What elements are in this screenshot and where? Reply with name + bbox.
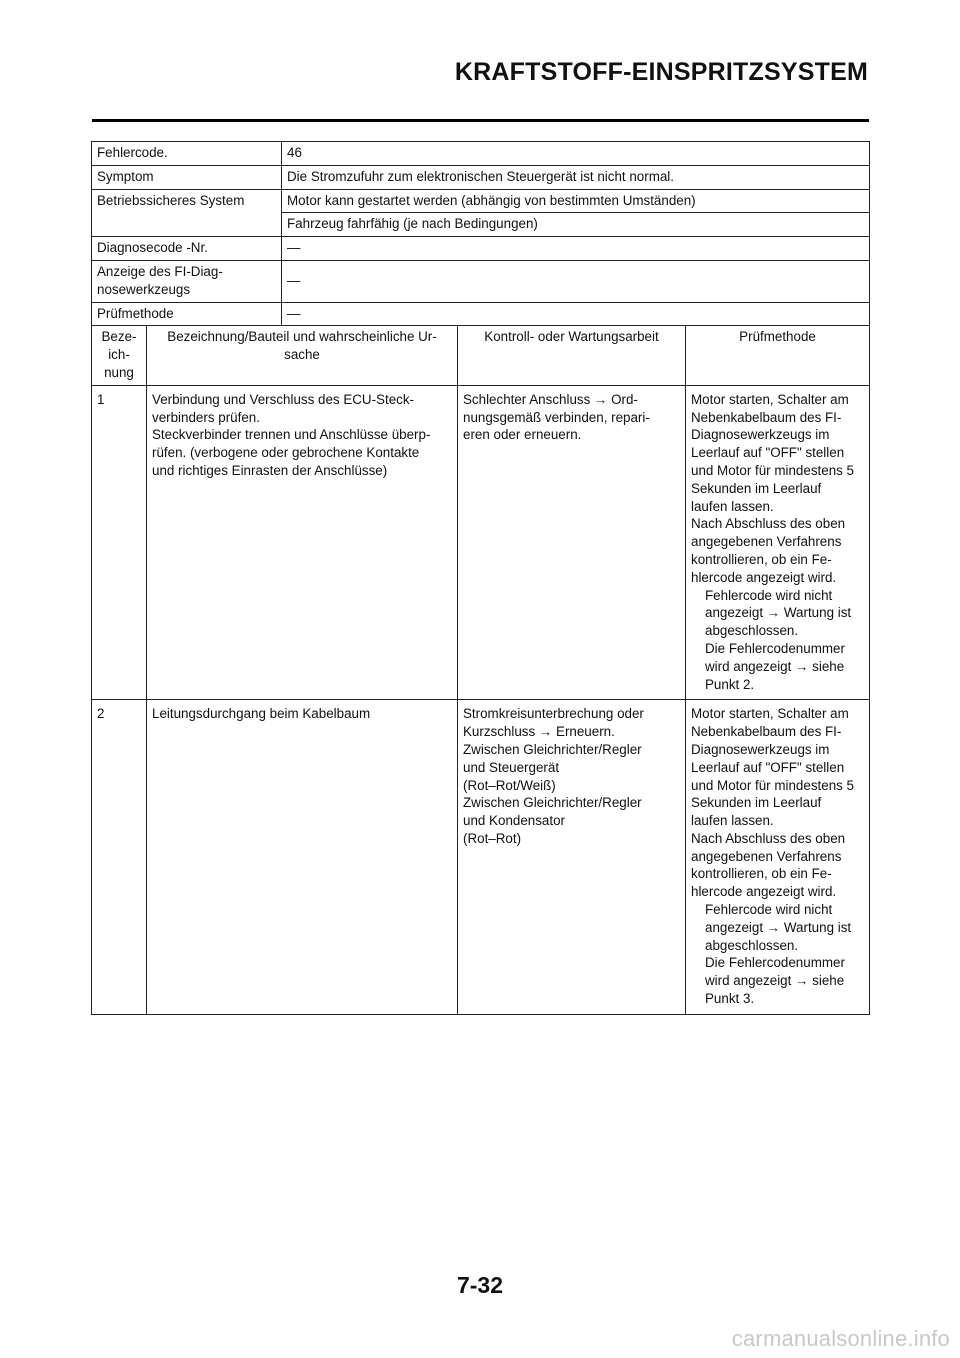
- diagnose-label: Diagnosecode -Nr.: [92, 237, 282, 261]
- row-diagnosecode: [92, 237, 870, 261]
- row-number: 1: [92, 385, 147, 700]
- kontrolle-cell: Stromkreisunterbrechung oder Kurzschluss → Erneuern. Zwischen Gleichrichter/Regler und Steuergerät (Rot–Rot/Weiß) Zwischen Gleichrichter/Regler und Kondensator (Rot–Rot): [458, 700, 686, 1015]
- symptom-value: Die Stromzufuhr zum elektronischen Steuergerät ist nicht normal.: [282, 165, 870, 189]
- row-fehlercode: [92, 142, 870, 166]
- pruef-instructions: Motor starten, Schalter am Nebenkabelbaum des FI- Diagnosewerkzeugs im Leerlauf auf "OFF" stellen und Motor für mindestens 5 Sekunden im Leerlauf laufen lassen. Nach Abschluss des oben angegebenen Verfahrens kontrollieren, ob ein Fe- hlercode angezeigt wird.: [691, 391, 855, 585]
- symptom-label: Symptom: [92, 165, 282, 189]
- pruef-cell: [686, 700, 870, 1015]
- row-fail-safe-1: [92, 189, 870, 213]
- pruef-result-not-shown: Fehlercode wird nicht angezeigt → Wartung ist abgeschlossen.: [705, 587, 852, 639]
- row-pruefmethode: [92, 302, 870, 326]
- diagnose-value: —: [282, 237, 870, 261]
- column-header-nr: Beze- ich- nung: [92, 326, 147, 385]
- bauteil-cell: Leitungsdurchgang beim Kabelbaum: [147, 700, 458, 1015]
- column-header-bauteil: Bezeichnung/Bauteil und wahrscheinliche Ur- sache: [147, 326, 458, 385]
- fehlercode-value: 46: [282, 142, 870, 166]
- page-number: 7-32: [456, 1272, 504, 1298]
- row-symptom: [92, 165, 870, 189]
- watermark: carmanualsonline.info: [731, 1326, 950, 1351]
- row-anzeige: [92, 260, 870, 302]
- fail-safe-value-2: Fahrzeug fahrfähig (je nach Bedingungen): [282, 213, 870, 237]
- anzeige-value: —: [282, 260, 870, 302]
- column-header-pruef: Prüfmethode: [686, 326, 870, 385]
- pruef-instructions: Motor starten, Schalter am Nebenkabelbaum des FI- Diagnosewerkzeugs im Leerlauf auf "OFF" stellen und Motor für mindestens 5 Sekunden im Leerlauf laufen lassen. Nach Abschluss des oben angegebenen Verfahrens kontrollieren, ob ein Fe- hlercode angezeigt wird.: [691, 706, 855, 900]
- row-number: 2: [92, 700, 147, 1015]
- column-header-kontrolle: Kontroll- oder Wartungsarbeit: [458, 326, 686, 385]
- bauteil-cell: Verbindung und Verschluss des ECU-Steck- verbinders prüfen. Steckverbinder trennen und Anschlüsse überp- rüfen. (verbogene oder gebrochene Kontakte und richtiges Einrasten der Anschlüsse): [147, 385, 458, 700]
- kontrolle-cell: Schlechter Anschluss → Ord- nungsgemäß verbinden, repari- eren oder erneuern.: [458, 385, 686, 700]
- pruefmethode-label: Prüfmethode: [92, 302, 282, 326]
- anzeige-label: Anzeige des FI-Diag- nosewerkzeugs: [92, 260, 282, 302]
- pruef-result-shown: Die Fehlercodenummer wird angezeigt → siehe Punkt 3.: [705, 955, 845, 1007]
- table-row: [92, 700, 870, 1015]
- fehlercode-label: Fehlercode.: [92, 142, 282, 166]
- pruef-result-not-shown: Fehlercode wird nicht angezeigt → Wartung ist abgeschlossen.: [705, 902, 852, 953]
- fail-safe-label: Betriebssicheres System: [92, 189, 282, 237]
- header-rule: [92, 119, 869, 122]
- column-header-row: [92, 326, 870, 385]
- pruefmethode-value: —: [282, 302, 870, 326]
- page-title: KRAFTSTOFF-EINSPRITZSYSTEM: [454, 58, 868, 86]
- fault-code-table: [91, 141, 870, 1015]
- pruef-cell: [686, 385, 870, 700]
- table-row: [92, 385, 870, 700]
- fail-safe-value-1: Motor kann gestartet werden (abhängig von bestimmten Umständen): [282, 189, 870, 213]
- pruef-result-shown: Die Fehlercodenummer wird angezeigt → siehe Punkt 2.: [705, 640, 845, 692]
